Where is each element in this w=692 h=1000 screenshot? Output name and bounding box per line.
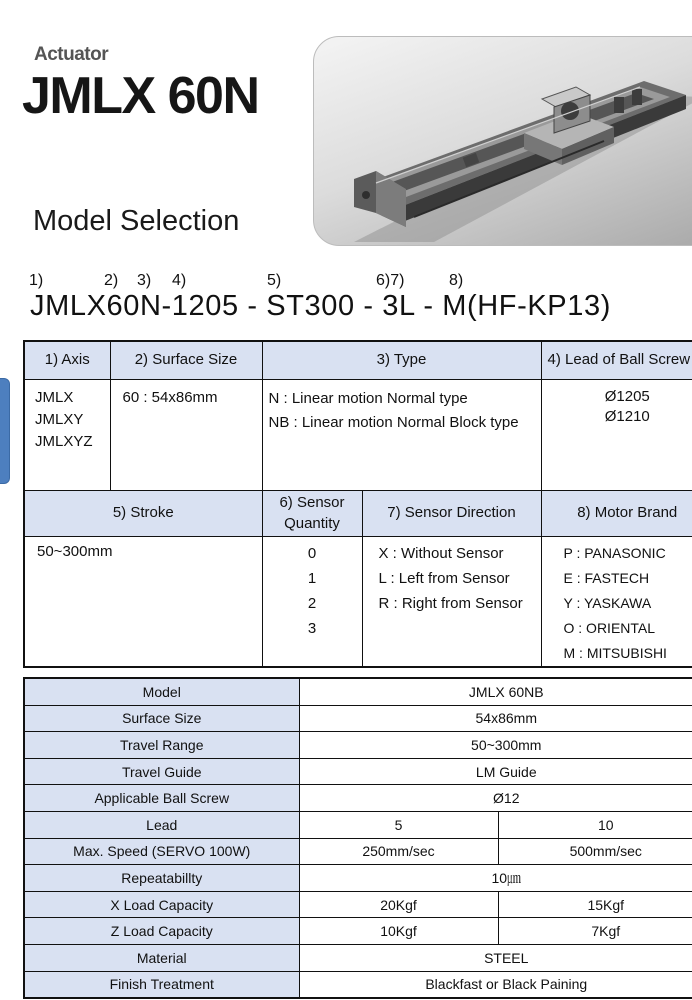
specification-table xyxy=(23,677,692,999)
lead-cell xyxy=(541,379,692,491)
spec-row xyxy=(24,758,692,785)
spec-value: 10Kgf xyxy=(299,918,498,945)
code-number-8: 8) xyxy=(449,272,464,289)
side-tab xyxy=(0,378,10,484)
spec-row xyxy=(24,944,692,971)
surface-size-option: 60 : 54x86mm xyxy=(122,388,218,406)
motor-brand-option: Y : YASKAWA xyxy=(563,595,652,611)
spec-value: 5 xyxy=(299,811,498,838)
specification-body xyxy=(24,678,692,998)
spec-row xyxy=(24,838,692,865)
spec-value: LM Guide xyxy=(299,758,692,785)
spec-label: Material xyxy=(24,944,299,971)
page-title: JMLX 60N xyxy=(22,67,259,125)
spec-row xyxy=(24,785,692,812)
spec-label: Finish Treatment xyxy=(24,971,299,998)
surface-size-cell xyxy=(110,379,262,491)
spec-value: Blackfast or Black Paining xyxy=(299,971,692,998)
product-photo xyxy=(313,36,692,246)
code-number-6-7: 6)7) xyxy=(376,272,405,289)
spec-value: 15Kgf xyxy=(498,891,692,918)
header-surface-size: 2) Surface Size xyxy=(110,341,262,379)
sensor-quantity-option: 3 xyxy=(307,620,317,637)
sensor-quantity-cell xyxy=(262,537,362,668)
spec-label: Lead xyxy=(24,811,299,838)
sensor-quantity-option: 1 xyxy=(307,570,317,587)
axis-cell xyxy=(24,379,110,491)
spec-value: 20Kgf xyxy=(299,891,498,918)
spec-row xyxy=(24,811,692,838)
code-number-2: 2) xyxy=(104,272,119,289)
sensor-direction-option: X : Without Sensor xyxy=(378,545,504,562)
spec-row xyxy=(24,705,692,732)
lead-option: Ø1210 xyxy=(604,407,650,425)
code-number-3: 3) xyxy=(137,272,152,289)
spec-row xyxy=(24,918,692,945)
lead-option: Ø1205 xyxy=(604,387,650,405)
spec-value: 10 xyxy=(498,811,692,838)
actuator-illustration xyxy=(314,37,692,245)
type-option: N : Linear motion Normal type xyxy=(268,389,468,407)
code-number-1: 1) xyxy=(29,272,44,289)
motor-brand-option: O : ORIENTAL xyxy=(563,620,656,636)
sensor-direction-cell xyxy=(362,537,541,668)
spec-label: Surface Size xyxy=(24,705,299,732)
spec-value: 50~300mm xyxy=(299,732,692,759)
spec-label: Max. Speed (SERVO 100W) xyxy=(24,838,299,865)
spec-value: 10㎛ xyxy=(299,865,692,892)
spec-value: Ø12 xyxy=(299,785,692,812)
spec-label: Z Load Capacity xyxy=(24,918,299,945)
spec-label: X Load Capacity xyxy=(24,891,299,918)
spec-value: 500mm/sec xyxy=(498,838,692,865)
stroke-option: 50~300mm xyxy=(37,543,113,560)
axis-option: JMLX xyxy=(35,388,74,406)
spec-label: Model xyxy=(24,678,299,705)
motor-brand-cell xyxy=(541,537,692,668)
motor-brand-option: E : FASTECH xyxy=(563,570,650,586)
type-cell xyxy=(262,379,541,491)
code-number-4: 4) xyxy=(172,272,187,289)
header-stroke: 5) Stroke xyxy=(24,491,262,537)
spec-value: JMLX 60NB xyxy=(299,678,692,705)
header-lead: 4) Lead of Ball Screw xyxy=(541,341,692,379)
spec-row xyxy=(24,865,692,892)
spec-label: Travel Range xyxy=(24,732,299,759)
header-sensor-direction: 7) Sensor Direction xyxy=(362,491,541,537)
spec-value: 7Kgf xyxy=(498,918,692,945)
axis-option: JMLXYZ xyxy=(35,432,93,450)
code-number-5: 5) xyxy=(267,272,282,289)
selection-table-lower xyxy=(23,490,692,668)
subtitle: Actuator xyxy=(34,44,109,65)
spec-row xyxy=(24,971,692,998)
header-type: 3) Type xyxy=(262,341,541,379)
sensor-direction-option: R : Right from Sensor xyxy=(378,595,523,612)
spec-label: Repeatabillty xyxy=(24,865,299,892)
header-motor-brand: 8) Motor Brand xyxy=(541,491,692,537)
spec-row xyxy=(24,732,692,759)
stroke-cell xyxy=(24,537,262,668)
sensor-quantity-option: 2 xyxy=(307,595,317,612)
spec-row xyxy=(24,891,692,918)
header-axis: 1) Axis xyxy=(24,341,110,379)
type-option: NB : Linear motion Normal Block type xyxy=(268,413,519,431)
spec-value: 250mm/sec xyxy=(299,838,498,865)
spec-value: STEEL xyxy=(299,944,692,971)
selection-table-upper xyxy=(23,340,692,492)
sensor-quantity-option: 0 xyxy=(307,545,317,562)
header-sensor-quantity: 6) Sensor Quantity xyxy=(262,491,362,537)
motor-brand-option: M : MITSUBISHI xyxy=(563,645,667,661)
section-heading: Model Selection xyxy=(33,205,240,237)
spec-value: 54x86mm xyxy=(299,705,692,732)
spec-row xyxy=(24,678,692,705)
axis-option: JMLXY xyxy=(35,410,84,428)
model-code: JMLX60N-1205 - ST300 - 3L - M(HF-KP13) xyxy=(30,290,611,322)
sensor-direction-option: L : Left from Sensor xyxy=(378,570,510,587)
spec-label: Applicable Ball Screw xyxy=(24,785,299,812)
spec-label: Travel Guide xyxy=(24,758,299,785)
motor-brand-option: P : PANASONIC xyxy=(563,545,666,561)
